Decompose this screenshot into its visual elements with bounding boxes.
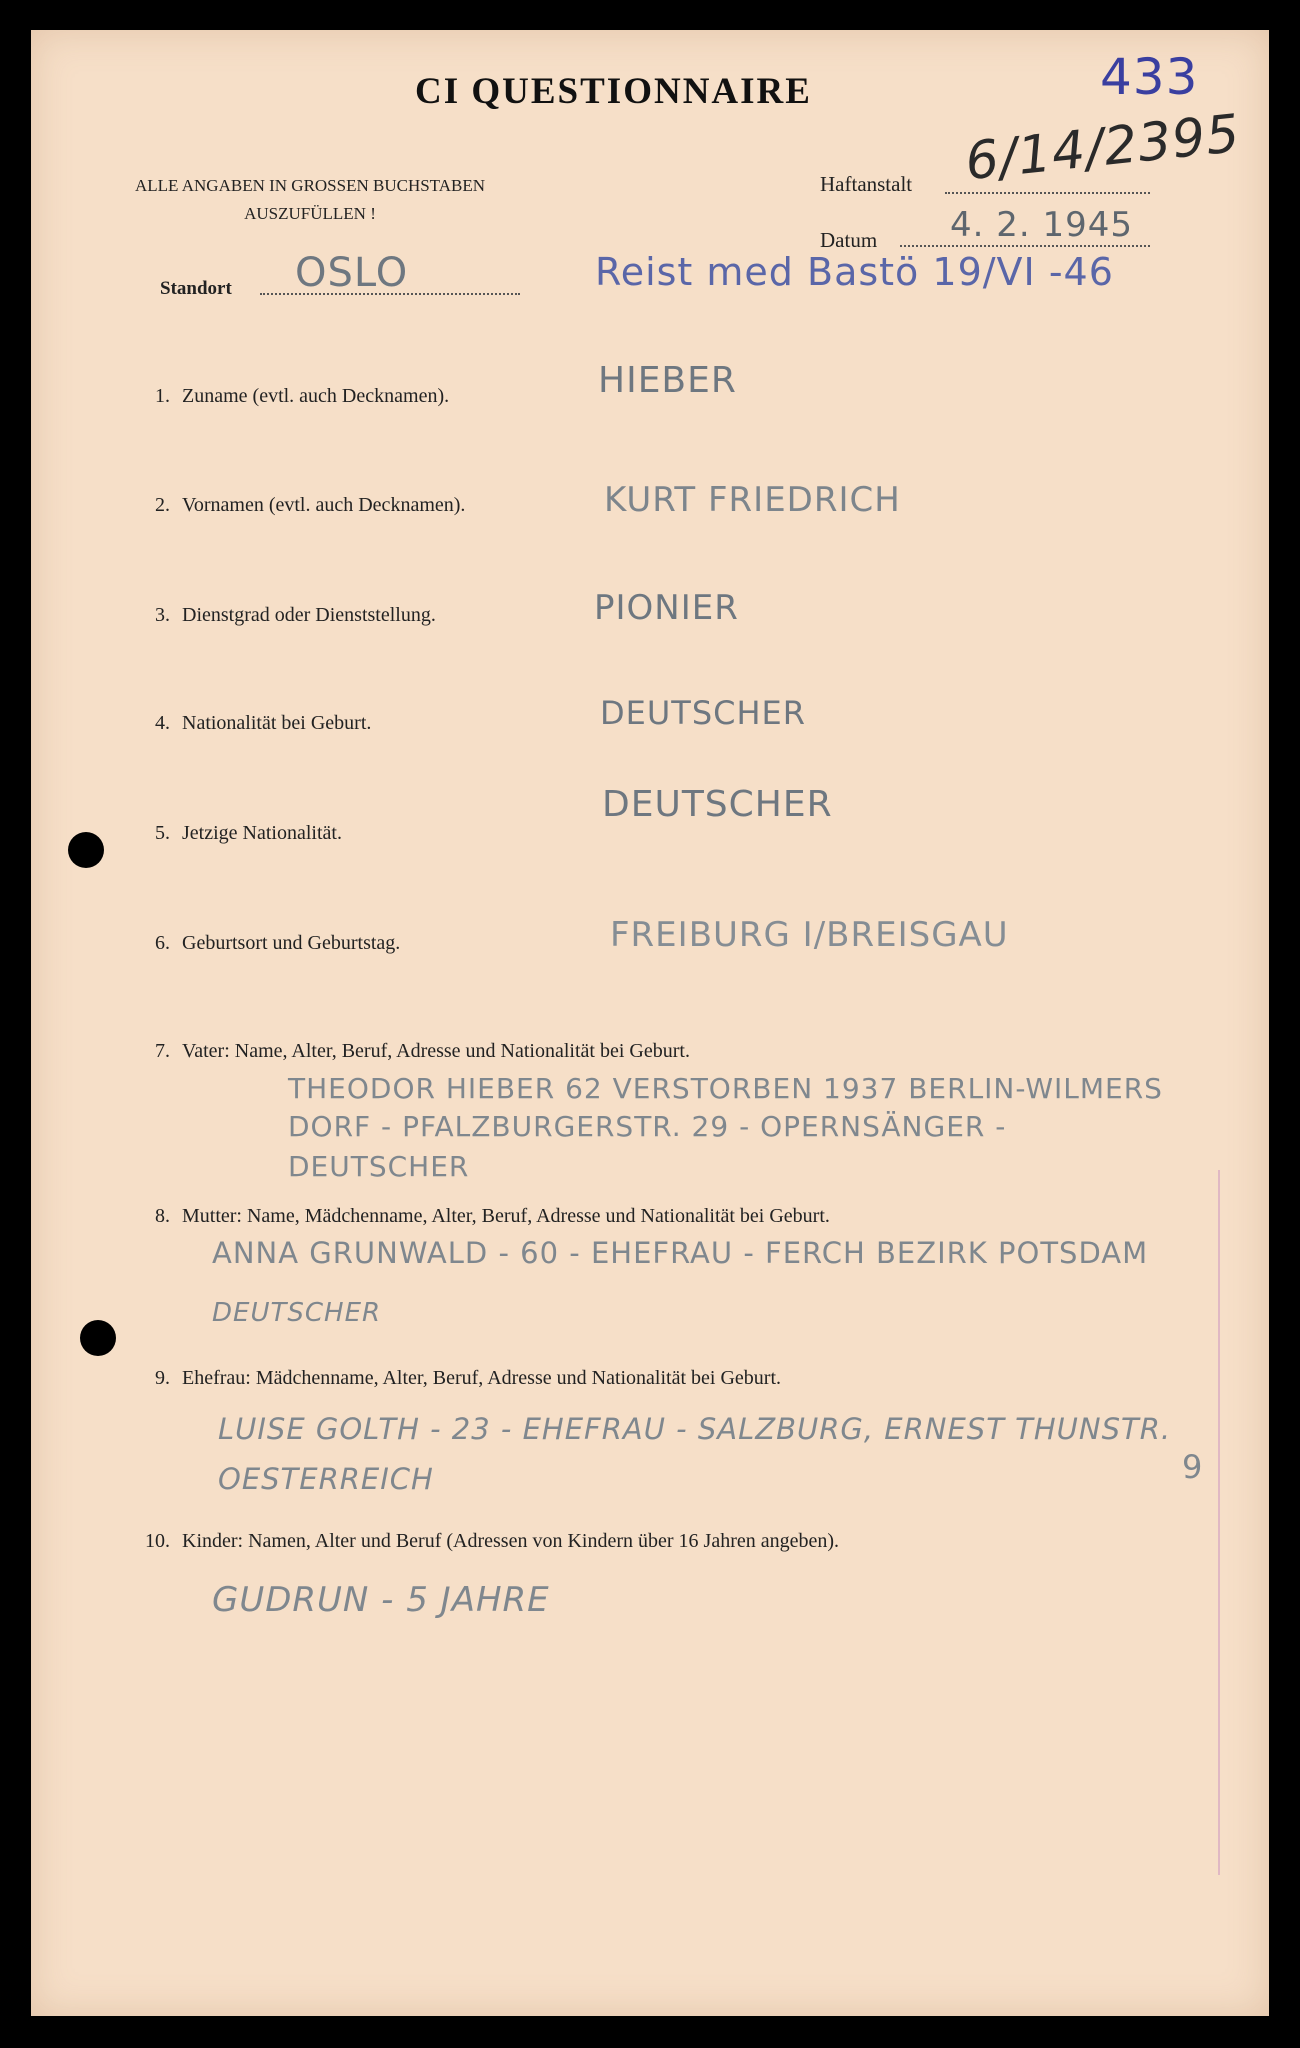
haftanstalt-label: Haftanstalt [820, 172, 913, 196]
answer-1: HIEBER [598, 360, 737, 401]
standort-value: OSLO [295, 250, 409, 296]
answer-9-line-2: OESTERREICH [218, 1462, 434, 1496]
question-9: 9. Ehefrau: Mädchenname, Alter, Beruf, Adresse und Nationalität bei Geburt. [155, 1367, 782, 1389]
answer-6: FREIBURG I/BREISGAU [610, 915, 1009, 955]
question-1: 1. Zuname (evtl. auch Decknamen). [155, 385, 450, 407]
question-2: 2. Vornamen (evtl. auch Decknamen). [155, 494, 466, 516]
answer-8-line-1: ANNA GRUNWALD - 60 - EHEFRAU - FERCH BEZIRK POTSDAM [212, 1236, 1149, 1270]
question-1-label: Zuname (evtl. auch Decknamen). [182, 385, 450, 407]
datum-value: 4. 2. 1945 [950, 205, 1134, 245]
answer-10: GUDRUN - 5 JAHRE [212, 1580, 550, 1620]
datum-label: Datum [820, 228, 878, 252]
questionnaire-page [31, 30, 1269, 2016]
datum-line [900, 245, 1150, 247]
answer-7-line-1: THEODOR HIEBER 62 VERSTORBEN 1937 BERLIN-WILMERS [288, 1072, 1163, 1105]
haftanstalt-value: 6/14/2395 [962, 103, 1244, 193]
punch-hole-upper [68, 832, 104, 868]
question-3: 3. Dienstgrad oder Dienststellung. [155, 604, 436, 626]
standort-label: Standort [160, 278, 232, 299]
question-2-label: Vornamen (evtl. auch Decknamen). [182, 494, 466, 516]
answer-7-line-2: DORF - PFALZBURGERSTR. 29 - OPERNSÄNGER - [288, 1110, 1007, 1143]
answer-7-line-3: DEUTSCHER [288, 1150, 470, 1183]
form-title: CI QUESTIONNAIRE [415, 71, 812, 112]
question-3-label: Dienstgrad oder Dienststellung. [182, 604, 436, 626]
question-9-label: Ehefrau: Mädchenname, Alter, Beruf, Adresse und Nationalität bei Geburt. [182, 1367, 782, 1389]
haftanstalt-line [945, 192, 1150, 194]
answer-3: PIONIER [594, 588, 739, 628]
answer-5: DEUTSCHER [602, 784, 833, 825]
question-4-label: Nationalität bei Geburt. [182, 712, 372, 734]
question-6: 6. Geburtsort und Geburtstag. [155, 932, 401, 954]
fill-instructions: ALLE ANGABEN IN GROSSEN BUCHSTABEN AUSZUFÜLLEN ! [135, 176, 485, 223]
answer-4: DEUTSCHER [600, 694, 806, 732]
page-number: 433 [1100, 48, 1199, 106]
question-6-label: Geburtsort und Geburtstag. [182, 932, 401, 954]
question-7: 7. Vater: Name, Alter, Beruf, Adresse und Nationalität bei Geburt. [155, 1040, 690, 1062]
travel-note: Reist med Bastö 19/VI -46 [595, 250, 1114, 294]
answer-2: KURT FRIEDRICH [604, 480, 901, 520]
question-4: 4. Nationalität bei Geburt. [155, 712, 372, 734]
question-10: 10. Kinder: Namen, Alter und Beruf (Adressen von Kindern über 16 Jahren angeben). [145, 1530, 840, 1552]
answer-9-line-1: LUISE GOLTH - 23 - EHEFRAU - SALZBURG, ERNEST THUNSTR. [218, 1412, 1172, 1446]
question-5-label: Jetzige Nationalität. [182, 822, 342, 844]
answer-8-line-2: DEUTSCHER [212, 1298, 382, 1328]
question-10-label: Kinder: Namen, Alter und Beruf (Adressen von Kindern über 16 Jahren angeben). [182, 1530, 840, 1552]
question-5: 5. Jetzige Nationalität. [155, 822, 342, 844]
question-8-label: Mutter: Name, Mädchenname, Alter, Beruf, Adresse und Nationalität bei Geburt. [182, 1205, 830, 1227]
punch-hole-lower [80, 1320, 116, 1356]
question-7-label: Vater: Name, Alter, Beruf, Adresse und Nationalität bei Geburt. [182, 1040, 690, 1062]
answer-9-extra: 9 [1182, 1448, 1204, 1486]
margin-mark [1218, 1170, 1220, 1875]
question-8: 8. Mutter: Name, Mädchenname, Alter, Beruf, Adresse und Nationalität bei Geburt. [155, 1205, 830, 1227]
